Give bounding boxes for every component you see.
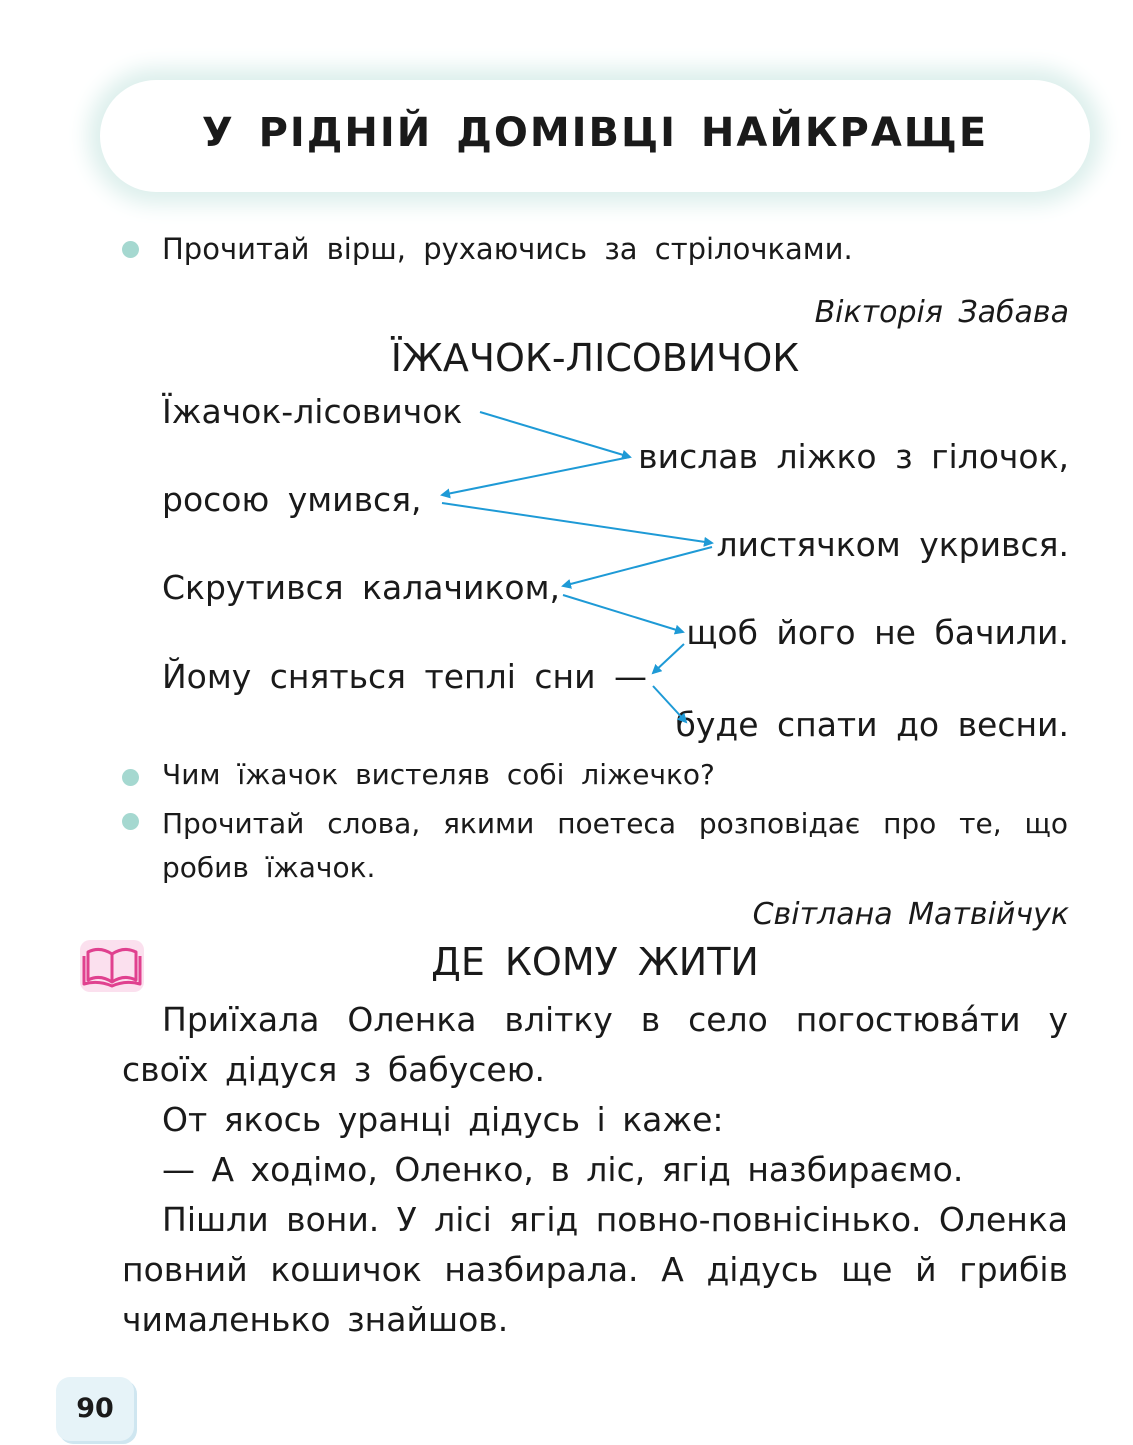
page-number: 90 — [56, 1377, 134, 1441]
story-paragraph: Приїхала Оленка влітку в село погостюва́ти у своїх дідуся з бабусею. — [122, 1000, 1068, 1089]
poem-title: ЇЖАЧОК-ЛІСОВИЧОК — [390, 336, 800, 380]
story-title: ДЕ КОМУ ЖИТИ — [431, 940, 759, 984]
question-2: Прочитай слова, якими поетеса розповідає про те, що робив їжачок. — [162, 807, 1068, 884]
page-title: У РІДНІЙ ДОМІВЦІ НАЙКРАЩЕ — [201, 110, 989, 156]
arrow-5 — [563, 595, 683, 632]
poem-line-7: Йому сняться теплі сни — — [162, 657, 648, 696]
poem-line-3: росою умився, — [162, 480, 422, 519]
story-author: Світлана Матвійчук — [752, 897, 1069, 932]
poem-line-6: щоб його не бачили. — [686, 613, 1069, 652]
story-paragraph: — А ходімо, Оленко, в ліс, ягід назбираємо. — [162, 1150, 964, 1189]
arrow-6 — [653, 644, 684, 673]
poem-line-5: Скрутився калачиком, — [162, 568, 560, 607]
poem-author: Вікторія Забава — [814, 295, 1069, 330]
poem-line-2: вислав ліжко з гілочок, — [638, 437, 1069, 476]
arrow-1 — [480, 412, 630, 457]
arrow-7 — [653, 686, 686, 722]
story-paragraph: Пішли вони. У лісі ягід повно-повнісінько. Оленка повний кошичок назбирала. А дідусь ще й грибів чималенько знайшов. — [122, 1200, 1068, 1339]
story-paragraph: От якось уранці дідусь і каже: — [162, 1100, 724, 1139]
bullet-icon — [122, 769, 139, 786]
story-text — [122, 995, 1068, 1345]
poem-line-1: Їжачок-лісовичок — [162, 392, 463, 431]
task-instruction: Прочитай вірш, рухаючись за стрілочками. — [162, 232, 853, 266]
poem-line-8: буде спати до весни. — [675, 705, 1069, 744]
arrow-2 — [442, 457, 630, 495]
bullet-icon — [122, 813, 139, 830]
arrow-3 — [442, 503, 712, 543]
poem-line-4: листячком укрився. — [716, 525, 1069, 564]
arrow-4 — [563, 547, 712, 586]
question-1: Чим їжачок вистеляв собі ліжечко? — [162, 758, 715, 791]
